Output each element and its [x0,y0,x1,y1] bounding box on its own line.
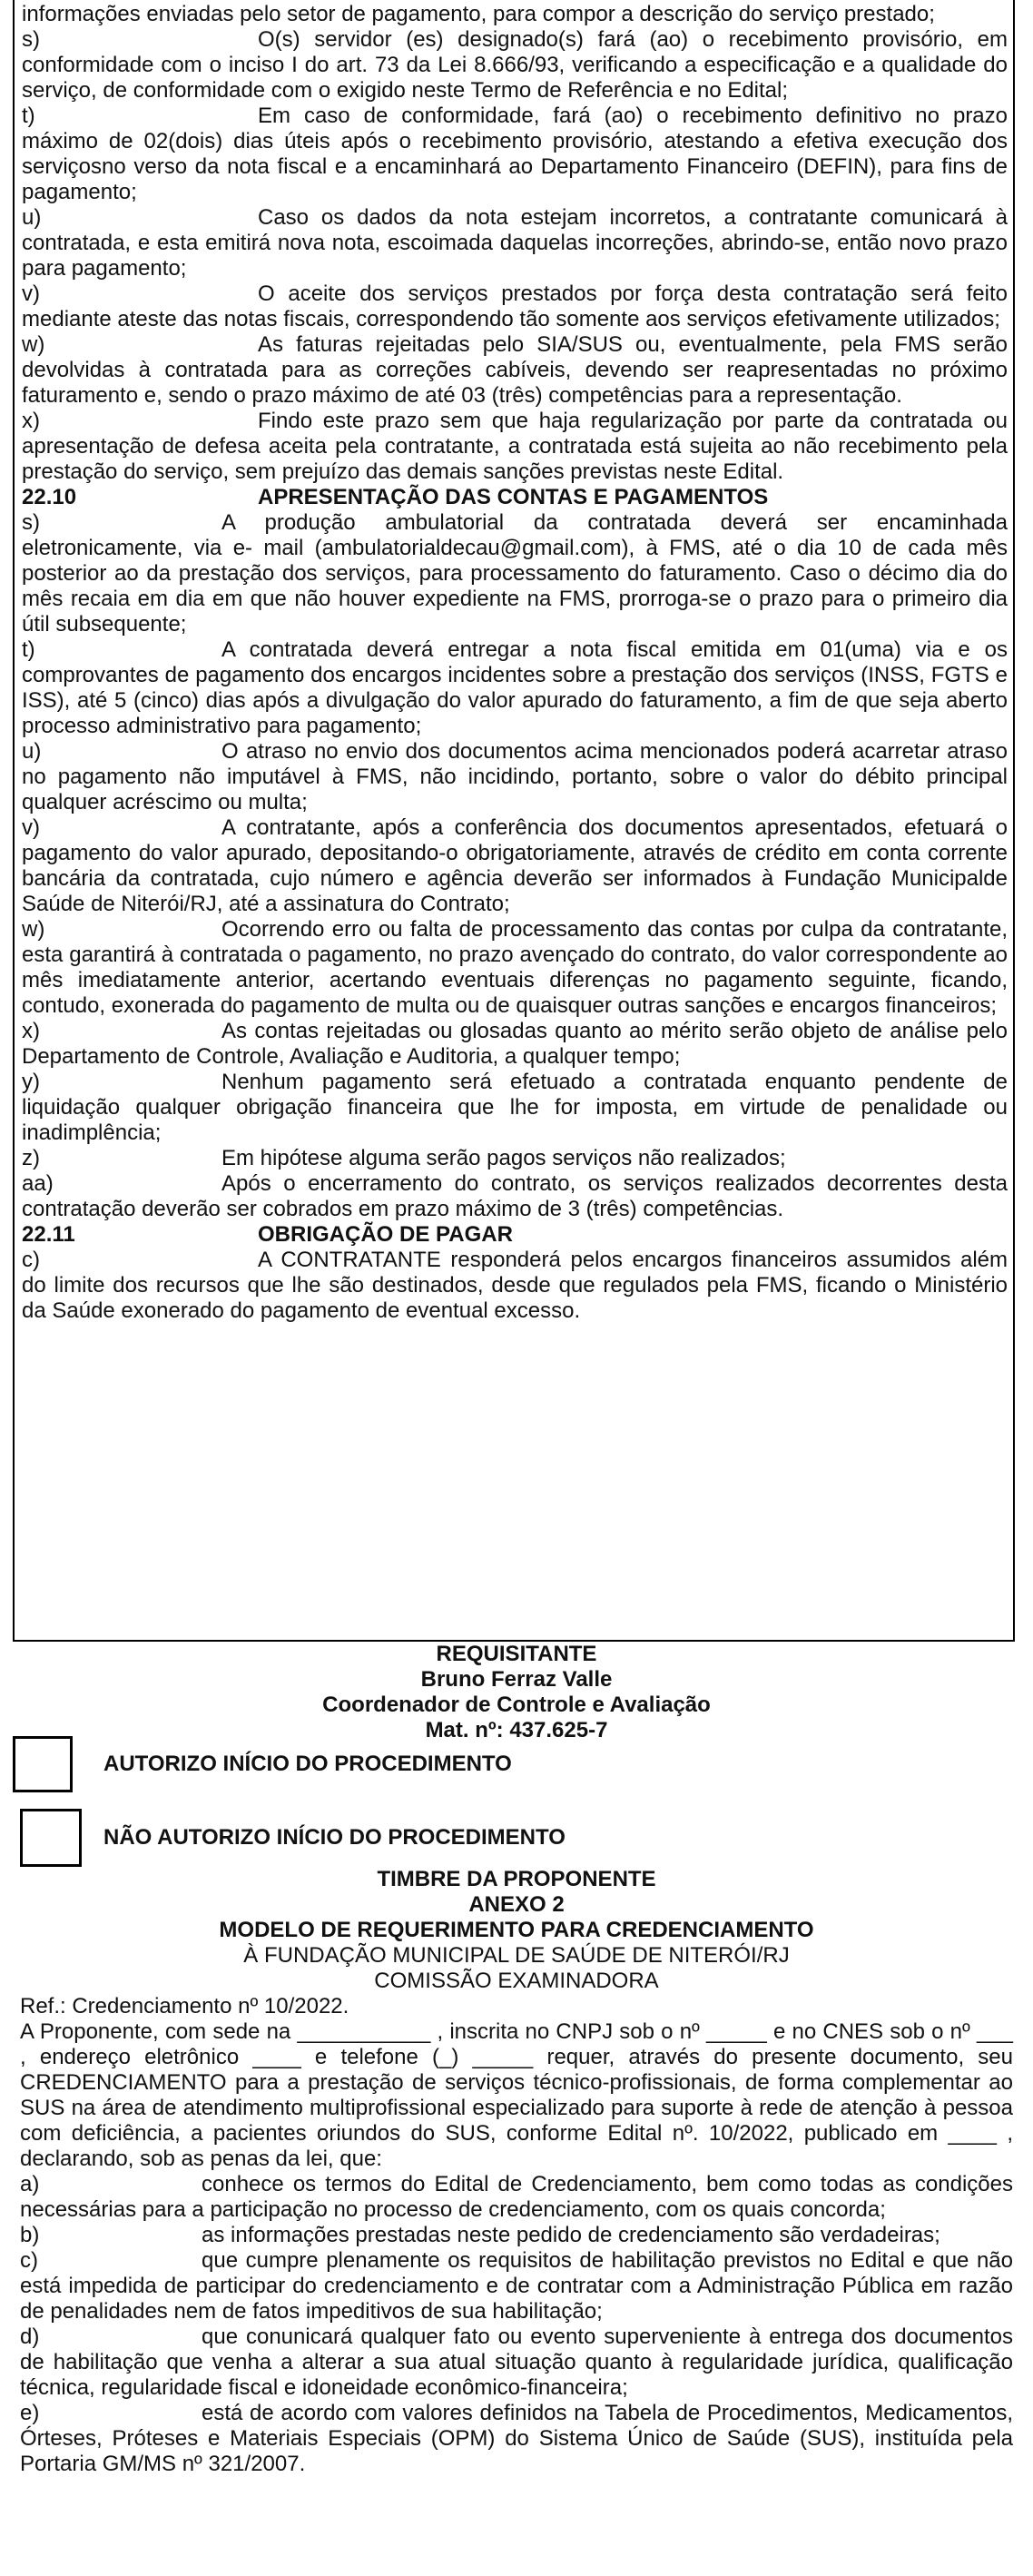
section-title: OBRIGAÇÃO DE PAGAR [258,1222,513,1247]
item-label: c) [22,1248,40,1272]
item-u [22,205,1008,281]
signature-mat: Mat. nº: 437.625-7 [425,1718,608,1742]
item-label: w) [22,917,45,942]
signature-role: REQUISITANTE [436,1642,597,1666]
item-text: Findo este prazo sem que haja regularização por parte da contratada ou apresentação de defesa aceita pela contratante, a contratada está sujeita ao não recebimento pela prestação do serviço, sem prejuízo das demais sanções previstas neste Edital. [22,409,1008,484]
item-text: Ocorrendo erro ou falta de processamento das contas por culpa da contratante, esta garantirá à contratada o pagamento, no prazo avençado do contrato, do valor correspondente ao mês imediatamente anterior, acertando eventuais diferenças no pagamento seguinte, ficando, contudo, exonerada do pagamento de multa ou de quaisquer outras sanções e encargos financeiros; [22,917,1008,1018]
payment-item-y [22,1070,1008,1146]
item-text: A contratante, após a conferência dos documentos apresentados, efetuará o pagamento do valor apurado, depositando-o obrigatoriamente, através de crédito em conta corrente bancária da contratada, cujo número e agência deverão ser informados à Fundação Municipalde Saúde de Niterói/RJ, até a assinatura do Contrato; [22,815,1008,916]
annex-commission: COMISSÃO EXAMINADORA [374,1969,659,1993]
signature-block [0,1642,1033,1743]
item-v [22,281,1008,332]
payment-item-u [22,739,1008,815]
item-label: w) [22,332,45,357]
annex-item-c [20,2248,1013,2324]
item-text: A produção ambulatorial da contratada deverá ser encaminhada eletronicamente, via e- mail (ambulatorialdecau@gmail.com), à FMS, até o dia 10 de cada mês posterior ao da prestação dos serviços, para processamento do faturamento. Caso o décimo dia do mês recaia em dia em que não houver expediente na FMS, prorroga-se o prazo para o primeiro dia útil subsequente; [22,510,1008,637]
section-number: 22.11 [22,1222,75,1247]
not-authorize-row [20,1809,566,1867]
item-w [22,332,1008,409]
payment-item-aa [22,1171,1008,1222]
item-label: t) [22,637,35,662]
annex-title: MODELO DE REQUERIMENTO PARA CREDENCIAMENTO [219,1918,814,1942]
payment-item-v [22,815,1008,917]
item-label: d) [20,2324,40,2349]
authorize-label: AUTORIZO INÍCIO DO PROCEDIMENTO [103,1752,512,1776]
item-label: v) [22,815,40,840]
signature-name: Bruno Ferraz Valle [420,1667,613,1692]
section-heading-2210 [22,485,1008,510]
item-text: A CONTRATANTE responderá pelos encargos financeiros assumidos além do limite dos recursos que lhe são destinados, desde que regulados pela FMS, ficando o Ministério da Saúde exonerado do pagamento de eventual excesso. [22,1248,1008,1323]
item-text: Após o encerramento do contrato, os serviços realizados decorrentes desta contratação deverão ser cobrados em prazo máximo de 3 (três) competências. [22,1171,1008,1221]
item-label: c) [20,2248,38,2273]
item-text: As contas rejeitadas ou glosadas quanto ao mérito serão objeto de análise pelo Departamento de Controle, Avaliação e Auditoria, a qualquer tempo; [22,1019,1008,1069]
item-text: O aceite dos serviços prestados por força desta contratação será feito mediante ateste das notas fiscais, correspondendo tão somente aos serviços efetivamente utilizados; [22,281,1008,331]
item-label: x) [22,409,40,433]
item-s [22,27,1008,104]
item-text: O(s) servidor (es) designado(s) fará (ao) o recebimento provisório, em conformidade com o inciso I do art. 73 da Lei 8.666/93, verificando a especificação e a qualidade do serviço, de conformidade com o exigido neste Termo de Referência e no Edital; [22,27,1008,103]
item-x [22,409,1008,485]
payment-item-t [22,637,1008,739]
not-authorize-checkbox[interactable] [20,1809,82,1867]
item-text: informações enviadas pelo setor de pagamento, para compor a descrição do serviço prestado; [22,2,935,26]
payment-item-x [22,1019,1008,1070]
item-text: A contratada deverá entregar a nota fiscal emitida em 01(uma) via e os comprovantes de pagamento dos encargos incidentes sobre a prestação dos serviços (INSS, FGTS e ISS), até 5 (cinco) dias após a divulgação do valor apurado do faturamento, a fim de que seja aberto processo administrativo para pagamento; [22,637,1008,738]
edital-section-box [13,0,1015,1642]
item-text: Em hipótese alguma serão pagos serviços não realizados; [221,1146,786,1170]
item-text: O atraso no envio dos documentos acima mencionados poderá acarretar atraso no pagamento não imputável à FMS, não incidindo, portanto, sobre o valor do débito principal qualquer acréscimo ou multa; [22,739,1008,814]
item-label: y) [22,1070,40,1094]
payment-item-s [22,510,1008,637]
annex-2 [20,1867,1013,2477]
payment-item-w [22,917,1008,1019]
payment-item-z [22,1146,1008,1171]
item-text: as informações prestadas neste pedido de credenciamento são verdadeiras; [202,2223,940,2247]
item-label: t) [22,104,35,128]
annex-intro: A Proponente, com sede na ___________ , inscrita no CNPJ sob o nº _____ e no CNES sob o nº ___ , endereço eletrônico ____ e telefone (_) _____ requer, através do presente documento, seu CREDENCIAMENTO para a prestação de serviços técnico-profissionais, de forma complementar ao SUS na área de atendimento multiprofissional especializado para suporte à rede de atenção à pessoa com deficiência, a pacientes oriundos do SUS, conforme Edital nº. 10/2022, publicado em ____ , declarando, sob as penas da lei, que: [20,2019,1013,2171]
not-authorize-label: NÃO AUTORIZO INÍCIO DO PROCEDIMENTO [103,1825,566,1850]
item-t [22,104,1008,205]
item-continuation [22,2,1008,27]
item-label: s) [22,510,40,535]
obligation-item-c [22,1248,1008,1324]
item-label: s) [22,27,40,52]
item-text: está de acordo com valores definidos na Tabela de Procedimentos, Medicamentos, Órteses, Próteses e Materiais Especiais (OPM) do Sistema Único de Saúde (SUS), instituída pela Portaria GM/MS nº 321/2007. [20,2401,1013,2476]
section-number: 22.10 [22,485,77,509]
item-text: Em caso de conformidade, fará (ao) o recebimento definitivo no prazo máximo de 02(dois) dias úteis após o recebimento provisório, atestando a efetiva execução dos serviçosno verso da nota fiscal e a encaminhará ao Departamento Financeiro (DEFIN), para fins de pagamento; [22,104,1008,204]
item-text: Nenhum pagamento será efetuado a contratada enquanto pendente de liquidação qualquer obrigação financeira que lhe for imposta, em virtude de penalidade ou inadimplência; [22,1070,1008,1145]
item-text: Caso os dados da nota estejam incorretos, a contratante comunicará à contratada, e esta emitirá nova nota, escoimada daquelas incorreções, abrindo-se, então novo prazo para pagamento; [22,205,1008,281]
item-label: z) [22,1146,40,1170]
item-label: x) [22,1019,40,1043]
item-text: conhece os termos do Edital de Credenciamento, bem como todas as condições necessárias para a participação no processo de credenciamento, com os quais concorda; [20,2172,1013,2222]
annex-number: ANEXO 2 [468,1892,565,1917]
annex-reference: Ref.: Credenciamento nº 10/2022. [20,1994,349,2018]
item-label: aa) [22,1171,54,1196]
item-text: As faturas rejeitadas pelo SIA/SUS ou, eventualmente, pela FMS serão devolvidas à contratada para as correções cabíveis, devendo ser reapresentadas no próximo faturamento e, sendo o prazo máximo de até 03 (três) competências para a representação. [22,332,1008,408]
authorize-checkbox[interactable] [13,1736,73,1792]
annex-addressee: À FUNDAÇÃO MUNICIPAL DE SAÚDE DE NITERÓI/RJ [243,1943,790,1968]
letterhead: TIMBRE DA PROPONENTE [377,1867,656,1891]
item-label: b) [20,2223,40,2247]
item-text: que conunicará qualquer fato ou evento superveniente à entrega dos documentos de habilitação que venha a alterar a sua atual situação quanto à regularidade jurídica, qualificação técnica, regularidade fiscal e idoneidade econômico-financeira; [20,2324,1013,2400]
annex-item-d [20,2324,1013,2401]
item-label: u) [22,739,42,764]
annex-item-a [20,2172,1013,2223]
item-label: a) [20,2172,40,2196]
annex-item-b [20,2223,1013,2248]
item-label: u) [22,205,42,230]
item-text: que cumpre plenamente os requisitos de habilitação previstos no Edital e que não está impedida de participar do credenciamento e de contratar com a Administração Pública em razão de penalidades nem de fatos impeditivos de sua habilitação; [20,2248,1013,2324]
section-title: APRESENTAÇÃO DAS CONTAS E PAGAMENTOS [258,485,769,509]
authorize-row [13,1736,512,1792]
item-label: e) [20,2401,40,2425]
item-label: v) [22,281,40,306]
section-heading-2211 [22,1222,1008,1248]
signature-position: Coordenador de Controle e Avaliação [322,1693,711,1717]
annex-item-e [20,2401,1013,2477]
